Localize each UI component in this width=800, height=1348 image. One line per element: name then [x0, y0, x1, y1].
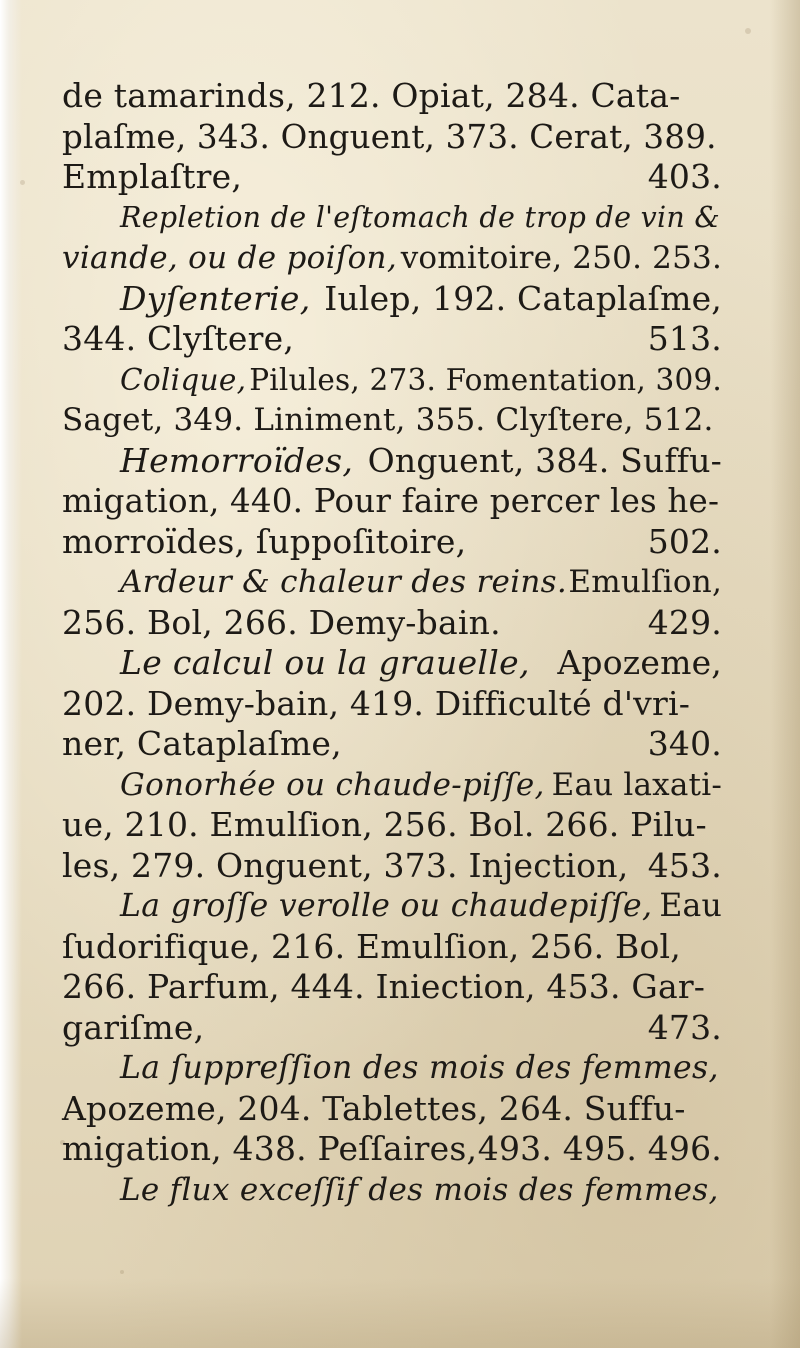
body-text: Onguent, 384. Suffu- [367, 440, 722, 480]
body-text: ſudorifique, 216. Emulſion, 256. Bol, [62, 926, 681, 966]
text-line [62, 967, 722, 1008]
text-line [62, 319, 722, 360]
body-text: 256. Bol, 266. Demy-bain. [62, 602, 501, 642]
text-line [62, 724, 722, 765]
body-text: 202. Demy-bain, 419. Difficulté d'vri- [62, 683, 691, 723]
italic-heading-text: Hemorroïdes, [120, 440, 354, 480]
text-line [62, 846, 722, 887]
text-line [62, 603, 722, 644]
body-text: gariſme, [62, 1007, 205, 1047]
text-line [62, 684, 722, 725]
body-text: Eau [659, 888, 722, 924]
italic-heading-text: La groſſe verolle ou chaudepiſſe, [120, 888, 653, 924]
body-text: plaſme, 343. Onguent, 373. Cerat, 389. [62, 117, 717, 156]
italic-heading-text: Le flux exceſſif des mois des femmes, [120, 1171, 719, 1208]
italic-heading-text: Dyſenterie, [120, 278, 311, 318]
text-line [62, 1008, 722, 1049]
body-text: 344. Clyſtere, [62, 319, 295, 358]
body-text: Apozeme, [557, 643, 722, 682]
body-text: 429. [647, 602, 722, 642]
paper-foxing-spot [20, 180, 25, 185]
text-line [62, 522, 722, 563]
text-line [62, 481, 722, 522]
body-text: morroïdes, ſuppoſitoire, [62, 521, 467, 561]
text-line [62, 765, 722, 806]
text-line [62, 76, 722, 117]
text-line [62, 400, 722, 441]
text-line [62, 1170, 722, 1211]
body-text: 403. [647, 157, 722, 196]
text-line [62, 360, 722, 401]
italic-heading-text: Le calcul ou la grauelle, [120, 643, 530, 682]
body-text: vomitoire, 250. 253. [400, 240, 722, 276]
text-line [62, 886, 722, 927]
text-line [62, 643, 722, 684]
text-line [62, 157, 722, 198]
text-line [62, 805, 722, 846]
paper-foxing-spot [745, 28, 751, 34]
paper-foxing-spot [120, 1270, 124, 1274]
text-line [62, 562, 722, 603]
body-text: ner, Cataplaſme, [62, 724, 342, 763]
body-text: 266. Parfum, 444. Iniection, 453. Gar- [62, 967, 706, 1006]
italic-heading-text: Ardeur & chaleur des reins. [120, 564, 568, 600]
body-text: 453. [647, 845, 722, 885]
body-text: ue, 210. Emulſion, 256. Bol. 266. Pilu- [62, 805, 707, 844]
text-line [62, 927, 722, 968]
body-text: migation, 440. Pour faire percer les he- [62, 482, 720, 520]
body-text: Eau laxati- [551, 766, 722, 803]
body-text: Iulep, 192. Cataplaſme, [324, 278, 722, 318]
body-text: 513. [647, 319, 722, 358]
body-text: Emulſion, [568, 564, 722, 600]
body-text: Saget, 349. Liniment, 355. Clyſtere, 512. [62, 402, 714, 438]
body-text: 340. [647, 724, 722, 763]
body-text: 473. [647, 1007, 722, 1047]
text-line [62, 1089, 722, 1130]
page-right-edge-shadow [770, 0, 800, 1348]
text-line [62, 441, 722, 482]
body-text: 502. [647, 521, 722, 561]
body-text: Emplaſtre, [62, 157, 243, 196]
body-text: Apozeme, 204. Tablettes, 264. Suffu- [62, 1088, 686, 1128]
text-line [62, 1129, 722, 1170]
italic-heading-text: Colique, [120, 362, 247, 397]
text-line [62, 198, 722, 239]
italic-heading-text: viande, ou de poiſon, [62, 240, 397, 276]
page-bottom-shadow [0, 1278, 800, 1348]
text-line [62, 238, 722, 279]
page-left-margin-shadow [0, 0, 22, 1348]
body-text: 493. 495. 496. [477, 1129, 722, 1168]
text-line [62, 117, 722, 158]
body-text: les, 279. Onguent, 373. Injection, [62, 845, 629, 885]
italic-heading-text: La ſuppreſſion des mois des femmes, [120, 1050, 719, 1086]
italic-heading-text: Repletion de l'eſtomach de trop de vin & [120, 200, 721, 234]
index-text-block [62, 76, 722, 1210]
body-text: Pilules, 273. Fomentation, 309. [249, 362, 722, 397]
text-line [62, 279, 722, 320]
italic-heading-text: Gonorhée ou chaude-piſſe, [120, 766, 545, 803]
body-text: migation, 438. Peſſaires, [62, 1129, 478, 1168]
body-text: de tamarinds, 212. Opiat, 284. Cata- [62, 76, 681, 115]
text-line [62, 1048, 722, 1089]
